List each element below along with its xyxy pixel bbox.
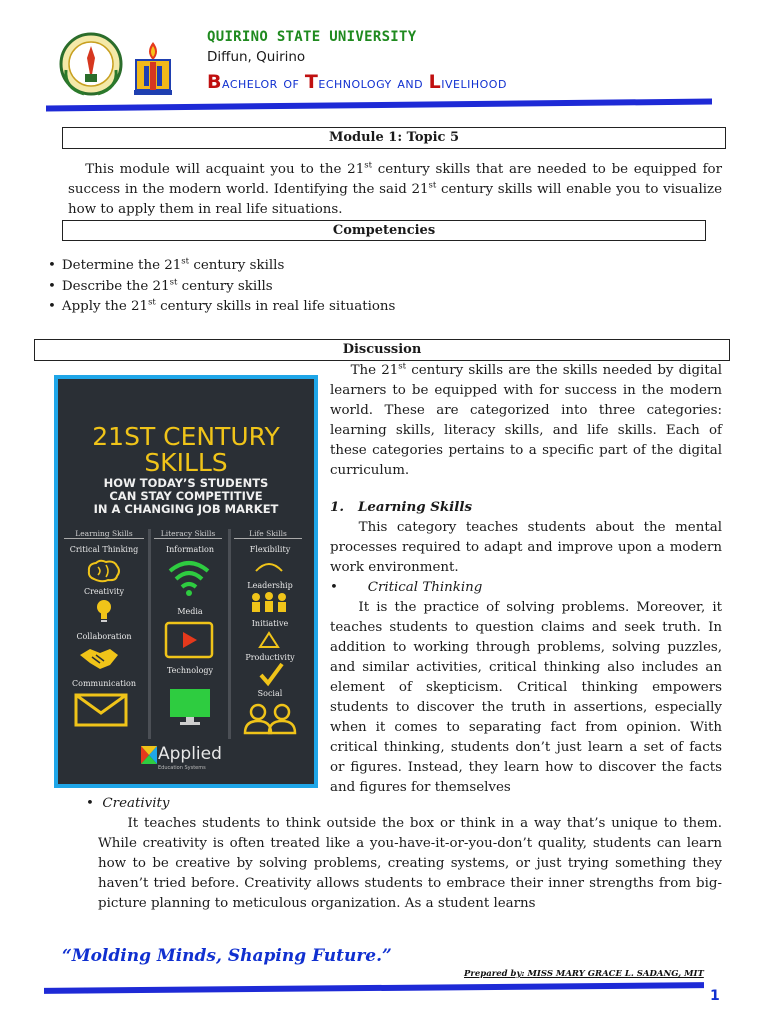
people-icon xyxy=(242,703,298,735)
team-icon xyxy=(248,591,290,615)
prepared-by: Prepared by: MISS MARY GRACE L. SADANG, MIT xyxy=(464,969,704,979)
video-play-icon xyxy=(164,621,214,659)
university-seal-logo xyxy=(58,30,124,102)
infographic-title: 21ST CENTURY SKILLS xyxy=(92,422,280,477)
lightbulb-icon xyxy=(96,599,112,625)
list-item: • Describe the 21st century skills xyxy=(48,277,395,298)
intro-paragraph: This module will acquaint you to the 21st century skills that are needed to be equipped for success in the modern world. Identifying the said 21st century skills will enable you to visualize how to apply them in real life situations. xyxy=(68,160,723,217)
skill-productivity: Productivity xyxy=(245,653,295,662)
skill-media: Media xyxy=(177,607,203,616)
skill-information: Information xyxy=(165,545,214,554)
program-name: Bachelor of Technology and Livelihood xyxy=(207,71,507,93)
discussion-heading: Discussion xyxy=(34,339,730,361)
skill-technology: Technology xyxy=(166,666,214,675)
skill-communication: Communication xyxy=(72,679,136,688)
skill-social: Social xyxy=(257,689,283,698)
wifi-icon xyxy=(166,557,212,597)
checkmark-icon xyxy=(258,661,284,687)
header-divider xyxy=(46,99,712,112)
competencies-heading: Competencies xyxy=(62,220,706,241)
handshake-icon xyxy=(78,643,120,673)
discussion-paragraph: The 21st century skills are the skills needed by digital learners to be equipped with for success in the modern world. These are categorized into three categories: learning skills, literacy skills, and life skills. Each of these categories pertains to a specific part of the digital curriculum. xyxy=(330,361,722,478)
skill-creativity: Creativity xyxy=(83,587,125,596)
learning-skills-heading: 1. Learning Skills xyxy=(330,499,472,515)
university-name: QUIRINO STATE UNIVERSITY xyxy=(207,29,417,45)
envelope-icon xyxy=(74,693,128,727)
competencies-list xyxy=(48,256,395,318)
skill-leadership: Leadership xyxy=(247,581,293,590)
program-torch-logo xyxy=(130,38,176,98)
university-location: Diffun, Quirino xyxy=(207,49,306,65)
infographic-subtitle: HOW TODAY’S STUDENTS CAN STAY COMPETITIVE IN A CHANGING JOB MARKET xyxy=(93,476,279,516)
skill-flexibility: Flexibility xyxy=(249,545,291,554)
brand-name: Applied xyxy=(158,744,222,764)
list-item: • Apply the 21st century skills in real life situations xyxy=(48,297,395,318)
critical-thinking-description: It is the practice of solving problems. Moreover, it teaches students to question claims and seek truth. In addition to working through problems, solving puzzles, and similar activities, critical thinking also includes an element of skepticism. Critical thinking empowers students to discover the truth in assertions, especially when it comes to separating fact from opinion. With critical thinking, students don’t just learn a set of facts or figures. Instead, they learn how to discover the facts and figures for themselves xyxy=(330,600,722,795)
skill-critical-thinking: Critical Thinking xyxy=(69,545,139,554)
creativity-heading: • Creativity xyxy=(86,796,170,811)
footer-motto: “Molding Minds, Shaping Future.” xyxy=(62,946,392,966)
skill-collaboration: Collaboration xyxy=(76,632,132,641)
learning-skills-description: This category teaches students about the mental processes required to adapt and improve upon a modern work environment. xyxy=(330,520,722,575)
column-divider xyxy=(148,529,151,739)
critical-thinking-heading: • Critical Thinking xyxy=(330,580,483,595)
col-head-literacy: Literacy Skills xyxy=(154,529,222,539)
list-item: • Determine the 21st century skills xyxy=(48,256,395,277)
brain-icon xyxy=(86,559,122,583)
applied-logo-icon xyxy=(140,745,158,765)
col-head-learning: Learning Skills xyxy=(64,529,144,539)
column-divider xyxy=(228,529,231,739)
module-title: Module 1: Topic 5 xyxy=(62,127,726,149)
creativity-description: It teaches students to think outside the box or think in a way that’s unique to them. While creativity is often treated like a you-have-it-or-you-don’t quality, students can learn how to be creative by solving problems, creating systems, or just trying something they haven’t tried before. Creativity allows students to embrace their inner strengths from big-picture planning to meticulous organization. As a student learns xyxy=(98,816,722,911)
monitor-icon xyxy=(168,687,212,727)
skill-initiative: Initiative xyxy=(251,619,289,628)
initiative-icon xyxy=(258,631,280,649)
flexibility-icon xyxy=(254,557,284,577)
brand-subtitle: Education Systems xyxy=(158,765,206,771)
footer-divider xyxy=(44,982,704,994)
infographic-21st-century-skills xyxy=(54,375,318,788)
col-head-life: Life Skills xyxy=(234,529,302,539)
page-number: 1 xyxy=(710,988,720,1004)
